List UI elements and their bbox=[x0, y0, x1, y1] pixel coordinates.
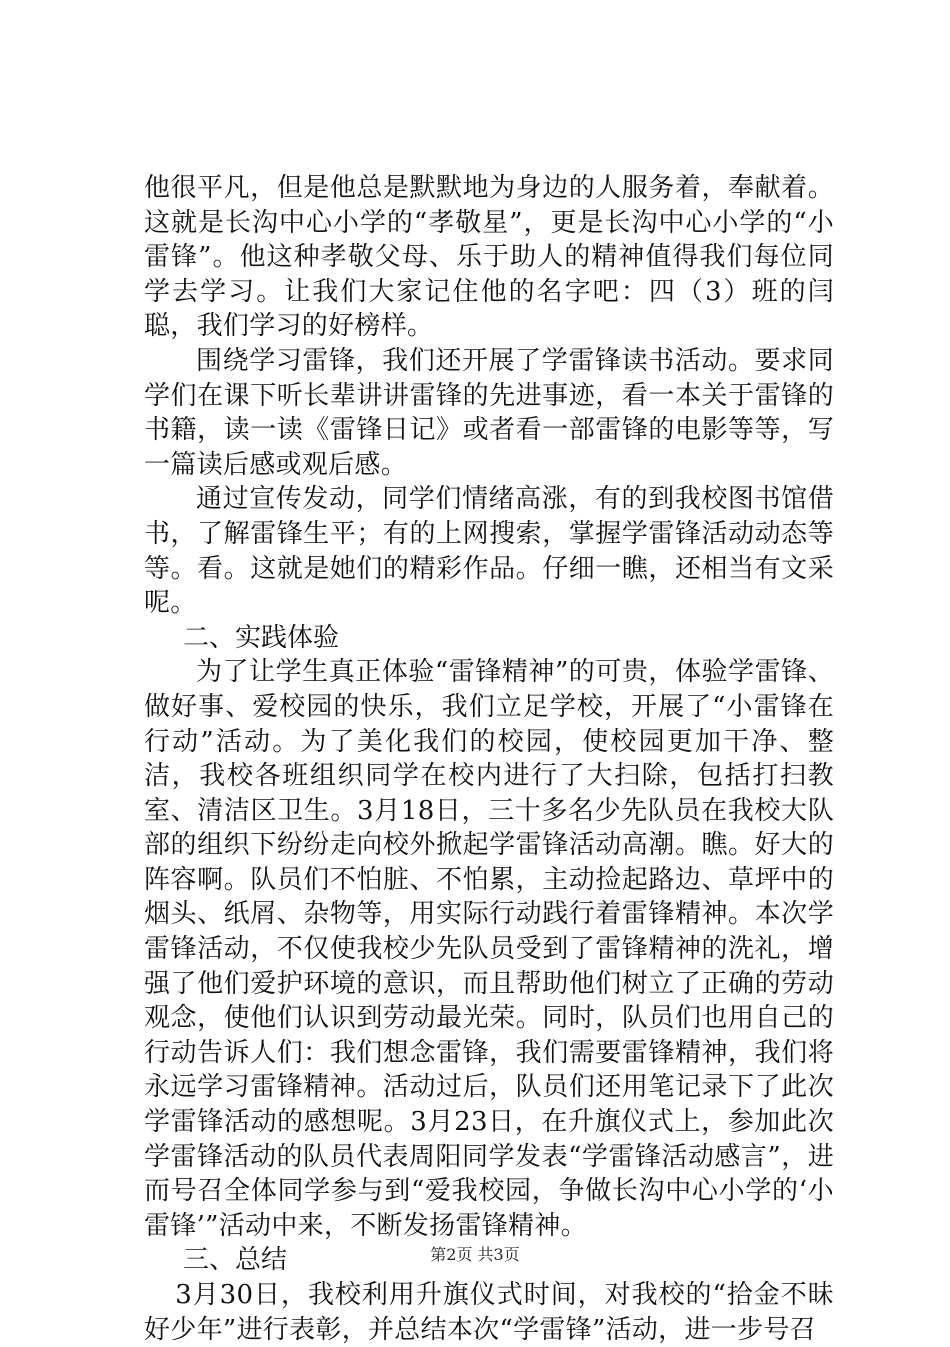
paragraph-promotion: 通过宣传发动，同学们情绪高涨，有的到我校图书馆借书，了解雷锋生平；有的上网搜索，掌握学雷锋活动动态等等。看。这就是她们的精彩作品。仔细一瞧，还相当有文采呢。 bbox=[144, 484, 834, 619]
paragraph-practice: 为了让学生真正体验“雷锋精神”的可贵，体验学雷锋、做好事、爱校园的快乐，我们立足学校，开展了“小雷锋在行动”活动。为了美化我们的校园，使校园更加干净、整洁，我校各班组织同学在校内进行了大扫除，包括打扫教室、清洁区卫生。3月18日，三十多名少先队员在我校大队部的组织下纷纷走向校外掀起学雷锋活动高潮。瞧。好大的阵容啊。队员们不怕脏、不怕累，主动捡起路边、草坪中的烟头、纸屑、杂物等，用实际行动践行着雷锋精神。本次学雷锋活动，不仅使我校少先队员受到了雷锋精神的洗礼，增强了他们爱护环境的意识，而且帮助他们树立了正确的劳动观念，使他们认识到劳动最光荣。同时，队员们也用自己的行动告诉人们：我们想念雷锋，我们需要雷锋精神，我们将永远学习雷锋精神。活动过后，队员们还用笔记录下了此次学雷锋活动的感想呢。3月23日，在升旗仪式上，参加此次学雷锋活动的队员代表周阳同学发表“学雷锋活动感言”，进而号召全体同学参与到“爱我校园，争做长沟中心小学的‘小雷锋’”活动中来，不断发扬雷锋精神。 bbox=[144, 657, 834, 1241]
paragraph-continuation: 他很平凡，但是他总是默默地为身边的人服务着，奉献着。这就是长沟中心小学的“孝敬星”，更是长沟中心小学的“小雷锋”。他这种孝敬父母、乐于助人的精神值得我们每位同学去学习。让我们大家记住他的名字吧：四（3）班的闫聪，我们学习的好榜样。 bbox=[144, 173, 834, 342]
paragraph-summary: 3月30日，我校利用升旗仪式时间，对我校的“拾金不昧好少年”进行表彰，并总结本次“学雷锋”活动，进一步号召 bbox=[144, 1280, 834, 1345]
paragraph-reading-activity: 围绕学习雷锋，我们还开展了学雷锋读书活动。要求同学们在课下听长辈讲讲雷锋的先进事迹，看一本关于雷锋的书籍，读一读《雷锋日记》或者看一部雷锋的电影等等，写一篇读后感或观后感。 bbox=[144, 345, 834, 480]
section-heading-practice: 二、实践体验 bbox=[183, 622, 340, 653]
page-footer: 第2页 共3页 bbox=[430, 1245, 520, 1264]
document-body bbox=[144, 171, 834, 1347]
section-heading-summary: 三、总结 bbox=[183, 1245, 288, 1276]
